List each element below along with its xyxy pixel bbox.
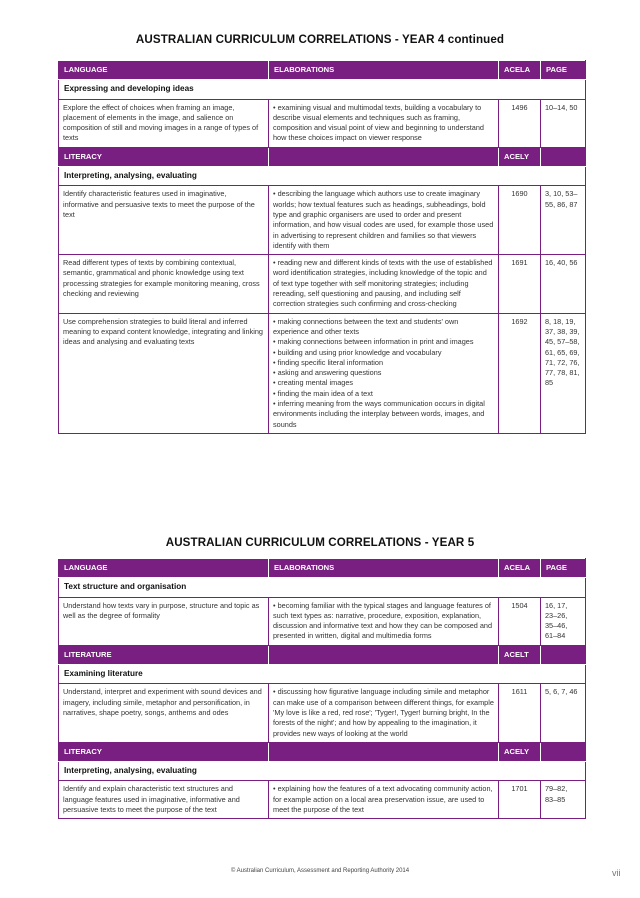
section-title: AUSTRALIAN CURRICULUM CORRELATIONS - YEAR 4 continued [135, 33, 505, 46]
page-cell: 8, 18, 19, 37, 38, 39, 45, 57–58, 61, 65, 69, 71, 72, 76, 77, 78, 81, 85 [541, 313, 586, 433]
column-header: PAGE [541, 61, 586, 80]
elaboration-item: • reading new and different kinds of texts with the use of established word identification strategies, including knowledge of the topic and of text type together with self monitoring strategies; including rereading, self questioning and pausing, and including self correction strategies such confirming and cross-checking [273, 258, 493, 309]
elaborations-cell [269, 99, 499, 147]
band-header-row [59, 559, 586, 578]
subheading-row [59, 665, 586, 684]
elaboration-item: • finding specific literal information [273, 357, 384, 367]
code-cell: 1611 [499, 684, 541, 742]
code-cell: 1692 [499, 313, 541, 433]
subheading-row [59, 80, 586, 99]
code-cell: 1496 [499, 99, 541, 147]
elaboration-item: • asking and answering questions [273, 368, 382, 378]
strand-subheading: Text structure and organisation [59, 578, 586, 597]
elaboration-item: • describing the language which authors use to create imaginary worlds; how textual features such as headings, subheadings, bold type and graphic organisers are used to order and present information, and how visual codes are used, for example those used in advertising to represent children and families so that viewers identify with them [273, 189, 494, 250]
elaboration-item: • explaining how the features of a text advocating community action, for example action on a local area preservation issue, are used to meet the purpose of the text [273, 784, 493, 815]
page-cell: 16, 17, 23–26, 35–46, 61–84 [541, 597, 586, 645]
subheading-row [59, 578, 586, 597]
table-row [59, 684, 586, 742]
column-header: ELABORATIONS [269, 61, 499, 80]
elaboration-item: • becoming familiar with the typical stages and language features of such text types as: narrative, procedure, exposition, explanation, discussion and informative text and how they can be composed and presented in written, digital and multimedia forms [273, 600, 493, 641]
column-header: PAGE [541, 559, 586, 578]
elaborations-cell [269, 684, 499, 742]
subheading-row [59, 762, 586, 781]
column-header [269, 742, 499, 761]
column-header [541, 645, 586, 664]
code-cell: 1690 [499, 186, 541, 255]
section-title: AUSTRALIAN CURRICULUM CORRELATIONS - YEAR 5 [165, 536, 475, 549]
band-header-row [59, 742, 586, 761]
correlation-table [58, 60, 586, 434]
elaboration-item: • creating mental images [273, 378, 354, 388]
elaborations-cell [269, 597, 499, 645]
elaboration-item: • finding the main idea of a text [273, 388, 373, 398]
content-description: Read different types of texts by combining contextual, semantic, grammatical and phonic knowledge using text processing strategies for example monitoring meaning, cross checking and reviewing [59, 255, 269, 313]
page-cell: 16, 40, 56 [541, 255, 586, 313]
table-row [59, 255, 586, 313]
column-header [269, 147, 499, 166]
strand-subheading: Interpreting, analysing, evaluating [59, 762, 586, 781]
table-row [59, 313, 586, 433]
band-header-row [59, 61, 586, 80]
column-header: ACELA [499, 61, 541, 80]
column-header: ACELY [499, 147, 541, 166]
copyright-footer: © Australian Curriculum, Assessment and Reporting Authority 2014 [230, 868, 410, 874]
page-cell: 3, 10, 53–55, 86, 87 [541, 186, 586, 255]
column-header [269, 645, 499, 664]
column-header [541, 147, 586, 166]
band-header-row [59, 645, 586, 664]
page-number: vii [612, 868, 621, 878]
code-cell: 1504 [499, 597, 541, 645]
column-header: LITERACY [59, 742, 269, 761]
elaboration-item: • inferring meaning from the ways communication occurs in digital environments including the interplay between words, images, and sounds [273, 399, 485, 429]
elaboration-item: • making connections between information in print and images [273, 337, 474, 347]
column-header: LANGUAGE [59, 61, 269, 80]
elaborations-cell [269, 313, 499, 433]
column-header: ACELA [499, 559, 541, 578]
column-header: ACELT [499, 645, 541, 664]
column-header [541, 742, 586, 761]
content-description: Identify characteristic features used in imaginative, informative and persuasive texts to meet the purpose of the text [59, 186, 269, 255]
elaborations-cell [269, 186, 499, 255]
strand-subheading: Interpreting, analysing, evaluating [59, 167, 586, 186]
elaborations-cell [269, 255, 499, 313]
strand-subheading: Examining literature [59, 665, 586, 684]
content-description: Explore the effect of choices when framing an image, placement of elements in the image, and salience on composition of still and moving images in a range of types of texts [59, 99, 269, 147]
page-cell: 5, 6, 7, 46 [541, 684, 586, 742]
column-header: ELABORATIONS [269, 559, 499, 578]
page-cell: 79–82, 83–85 [541, 781, 586, 819]
table-row [59, 186, 586, 255]
strand-subheading: Expressing and developing ideas [59, 80, 586, 99]
elaboration-item: • building and using prior knowledge and vocabulary [273, 347, 442, 357]
subheading-row [59, 167, 586, 186]
content-description: Understand, interpret and experiment with sound devices and imagery, including simile, metaphor and personification, in narratives, shape poetry, songs, anthems and odes [59, 684, 269, 742]
table-row [59, 597, 586, 645]
content-description: Use comprehension strategies to build literal and inferred meaning to expand content knowledge, integrating and linking ideas and analysing and evaluating texts [59, 313, 269, 433]
table-row [59, 99, 586, 147]
elaboration-item: • making connections between the text and students' own experience and other texts [273, 316, 459, 336]
elaboration-item: • examining visual and multimodal texts, building a vocabulary to describe visual elements and techniques such as framing, composition and visual point of view and beginning to understand how these choices impact on viewer response [273, 102, 484, 143]
correlation-table [58, 558, 586, 819]
table-row [59, 781, 586, 819]
column-header: LITERACY [59, 147, 269, 166]
elaborations-cell [269, 781, 499, 819]
content-description: Identify and explain characteristic text structures and language features used in imaginative, informative and persuasive texts to meet the purpose of the text [59, 781, 269, 819]
page-cell: 10–14, 50 [541, 99, 586, 147]
code-cell: 1691 [499, 255, 541, 313]
elaboration-item: • discussing how figurative language including simile and metaphor can make use of a comparison between different things, for example 'My love is like a red, red rose'; 'Tyger!, Tyger! burning bright, In the forests of the night'; and how by appealing to the imagination, it provides new ways of looking at the world [273, 687, 494, 738]
band-header-row [59, 147, 586, 166]
column-header: LITERATURE [59, 645, 269, 664]
column-header: LANGUAGE [59, 559, 269, 578]
code-cell: 1701 [499, 781, 541, 819]
content-description: Understand how texts vary in purpose, structure and topic as well as the degree of formality [59, 597, 269, 645]
column-header: ACELY [499, 742, 541, 761]
